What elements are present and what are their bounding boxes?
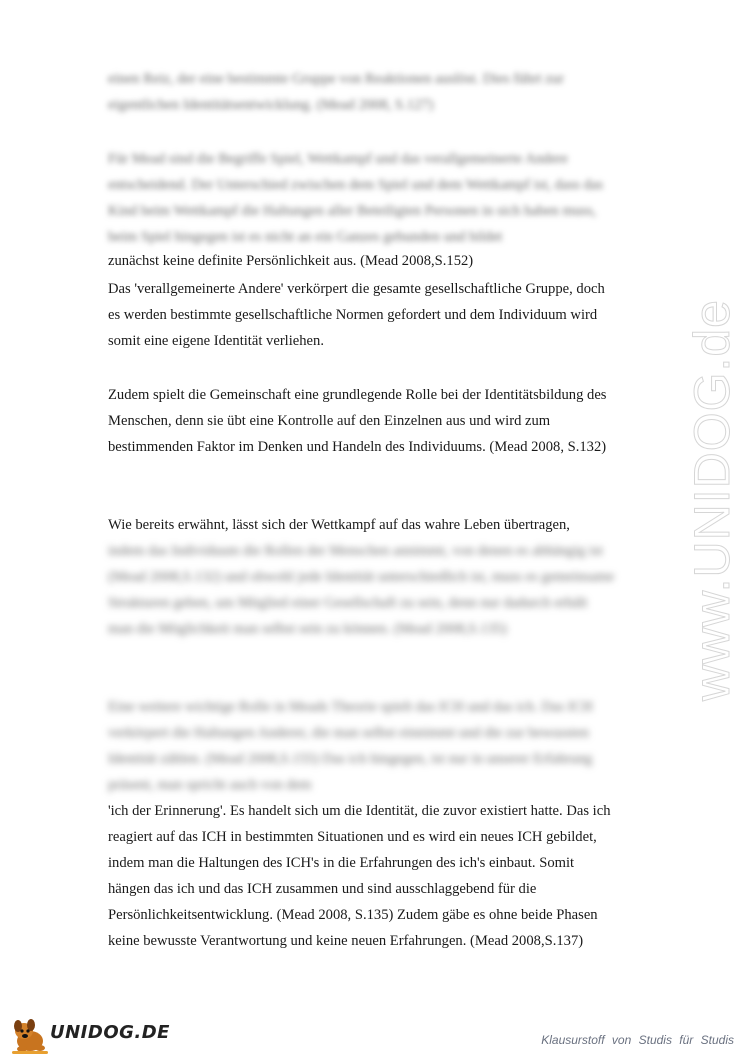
logo-text: UNIDOG.DE — [50, 1022, 170, 1043]
paragraph-5-blurred: indem das Individuum die Rollen der Menschen annimmt, von denen es abhängig ist (Mead 2008,S.132) und obwohl jede Identität unterschiedlich ist, muss es gemeinsame Strukturen geben, um Mitglied einer Gesellschaft zu sein, denn nur dadurch erhält man die Möglichkeit man selbst sein zu können. (Mead 2008,S.135) — [108, 543, 615, 637]
watermark: www.UNIDOG.de — [684, 299, 740, 701]
paragraph-2-partial-line: zunächst keine definite Persönlichkeit aus. (Mead 2008,S.152) — [108, 253, 474, 269]
paragraph-5-first-line: Wie bereits erwähnt, lässt sich der Wettkampf auf das wahre Leben übertragen, — [108, 517, 570, 533]
footer-tagline: Klausurstoff von Studis für Studis — [541, 1033, 734, 1047]
paragraph-3: Das 'verallgemeinerte Andere' verkörpert die gesamte gesellschaftliche Gruppe, doch es werden bestimmte gesellschaftliche Normen gefordert und dem Individuum wird somit eine eigene Identität verliehen. — [108, 281, 605, 349]
paragraph-4: Zudem spielt die Gemeinschaft eine grundlegende Rolle bei der Identitätsbildung des Menschen, denn sie übt eine Kontrolle auf den Einzelnen aus und wird zum bestimmenden Faktor im Denken und Handeln des Individuums. (Mead 2008, S.132) — [108, 387, 607, 455]
dog-mascot-icon — [12, 1019, 48, 1054]
paragraph-6-blurred: Eine weitere wichtige Rolle in Meads Theorie spielt das ICH und das ich. Das ICH verkörpert die Haltungen Anderer, die man selbst einnimmt und die zur bewussten Identität zählen. (Mead 2008,S.155) Das ich hingegen, ist nur in unserer Erfahrung präsent, man spricht auch von dem — [108, 699, 593, 793]
paragraph-6: 'ich der Erinnerung'. Es handelt sich um die Identität, die zuvor existiert hatte. Das ich reagiert auf das ICH in bestimmten Situationen und es wird ein neues ICH gebildet, indem man die Haltungen des ICH's in die Erfahrungen des ich's einbaut. Somit hängen das ich und das ICH zusammen und sind ausschlaggebend für die Persönlichkeitsentwicklung. (Mead 2008, S.135) Zudem gäbe es ohne beide Phasen keine bewusste Verantwortung und keine neuen Erfahrungen. (Mead 2008,S.137) — [108, 803, 611, 949]
paragraph-1-blurred: einen Reiz, der eine bestimmte Gruppe von Reaktionen auslöst. Dies führt zur eigentlichen Identitätsentwicklung. (Mead 2008, S.127) — [108, 71, 564, 113]
paragraph-2-blurred: Für Mead sind die Begriffe Spiel, Wettkampf und das verallgemeinerte Andere entscheidend. Der Unterschied zwischen dem Spiel und dem Wettkampf ist, dass das Kind beim Wettkampf die Haltungen aller Beteiligten Personen in sich haben muss, beim Spiel hingegen ist es nicht an ein Ganzes gebunden und bildet — [108, 151, 604, 245]
